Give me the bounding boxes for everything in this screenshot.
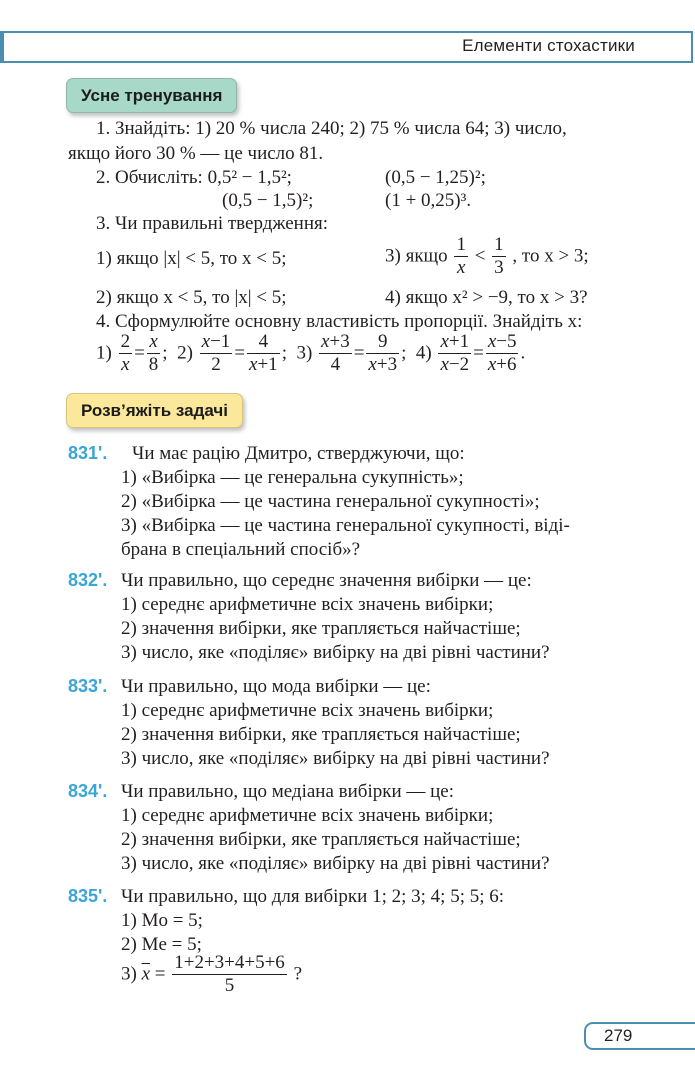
ex3-title: 3. Чи правильні твердження:: [96, 213, 329, 234]
problem-number: 832'.: [68, 570, 108, 590]
problem-number: 834'.: [68, 781, 108, 801]
ex2-a: 2. Обчисліть: 0,5² − 1,5²;: [96, 167, 292, 188]
problem-line: Чи правильно, що середнє значення вибірки — це:: [121, 570, 532, 591]
fraction: $\frac{1}{3}$: [494, 234, 504, 278]
problem-line: 2) значення вибірки, яке трапляється найчастіше;: [121, 724, 521, 745]
fraction: $\frac{1}{x}$: [456, 234, 466, 278]
problem-line: 1) середнє арифметичне всіх значень вибірки;: [121, 700, 494, 721]
ex3-item2: 2) якщо x < 5, то |x| < 5;: [96, 287, 287, 308]
ex2-c: (0,5 − 1,5)²;: [222, 190, 314, 211]
ex3-item1: 1) якщо |x| < 5, то x < 5;: [96, 248, 287, 269]
ex3-item3-pre: 3) якщо: [385, 245, 448, 267]
page-number: 279: [584, 1022, 695, 1050]
problem-line: 2) Me = 5;: [121, 934, 202, 955]
problem-835-item3: 3) $\overline{x}$ = $\frac{1+2+3+4+5+6}{5}$ ?: [121, 952, 302, 996]
ex2-b: (0,5 − 1,25)²;: [385, 167, 486, 188]
oral-training-tab: Усне тренування: [66, 78, 237, 113]
problem-line: 3) число, яке «поділяє» вибірку на дві рівні частини?: [121, 748, 550, 769]
problem-line: брана в спеціальний спосіб»?: [121, 539, 361, 560]
problem-line: 3) число, яке «поділяє» вибірку на дві рівні частини?: [121, 853, 550, 874]
ex2-d: (1 + 0,25)³.: [385, 190, 472, 211]
ex4-title: 4. Сформулюйте основну властивість пропорції. Знайдіть x:: [96, 311, 583, 332]
problem-line: 3) число, яке «поділяє» вибірку на дві рівні частини?: [121, 642, 550, 663]
problem-number: 835'.: [68, 886, 108, 906]
ex1-line1: 1. Знайдіть: 1) 20 % числа 240; 2) 75 % числа 64; 3) число,: [96, 118, 567, 139]
ex3-item3-post: , то x > 3;: [512, 245, 589, 267]
problem-line: Чи правильно, що для вибірки 1; 2; 3; 4; 5; 5; 6:: [121, 886, 505, 907]
mean-fraction: $\frac{1+2+3+4+5+6}{5}$: [174, 952, 285, 996]
problem-number: 833'.: [68, 676, 108, 696]
ex1-line2: якщо його 30 % — це число 81.: [68, 143, 324, 164]
problem-line: 2) «Вибірка — це частина генеральної сукупності»;: [121, 491, 540, 512]
problem-line: 2) значення вибірки, яке трапляється найчастіше;: [121, 618, 521, 639]
ex3-item4: 4) якщо x² > −9, то x > 3?: [385, 287, 588, 308]
ex3-item3: 3) якщо $\frac{1}{x}$ < $\frac{1}{3}$ , то x > 3;: [385, 234, 589, 278]
problem-line: 1) середнє арифметичне всіх значень вибірки;: [121, 805, 494, 826]
problem-line: 1) Mo = 5;: [121, 910, 203, 931]
problem-line: 1) середнє арифметичне всіх значень вибірки;: [121, 594, 494, 615]
problem-line: 3) «Вибірка — це частина генеральної сукупності, віді-: [121, 515, 570, 536]
problem-number: 831'.: [68, 443, 108, 463]
header-title: Елементи стохастики: [462, 36, 635, 55]
problem-line: Чи правильно, що мода вибірки — це:: [121, 676, 431, 697]
problem-line: Чи правильно, що медіана вибірки — це:: [121, 781, 455, 802]
ex4-proportions: 1) $\frac{2}{x}$ = $\frac{x}{8}$ ; 2) $\frac{x-1}{2}$ = $\frac{4}{x+1}$ ; 3) $\frac{x+3}{4}$ = $\frac{9}{x+3}$ ; 4) $\frac{x+1}{x-2}$ = $\frac{x-5}{x+6}$ .: [96, 331, 526, 375]
problem-line: 1) «Вибірка — це генеральна сукупність»;: [121, 467, 464, 488]
problem-line: 2) значення вибірки, яке трапляється найчастіше;: [121, 829, 521, 850]
solve-tasks-tab: Розв’яжіть задачі: [66, 393, 243, 428]
problem-line: Чи має рацію Дмитро, стверджуючи, що:: [132, 443, 465, 464]
